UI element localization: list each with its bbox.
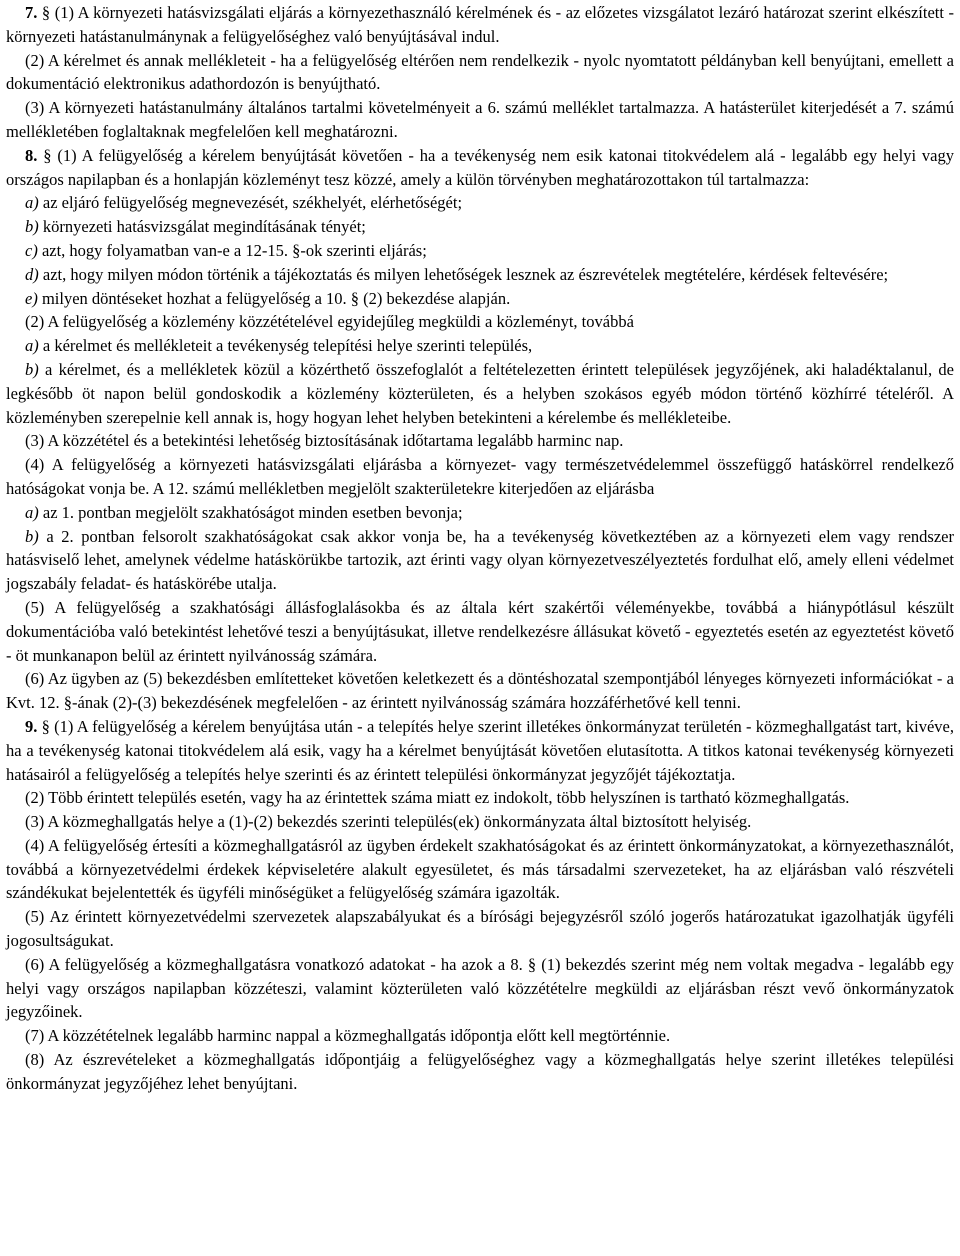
section-number: 8.	[25, 145, 38, 165]
section-paragraph	[6, 715, 954, 786]
list-marker: b)	[25, 526, 39, 546]
paragraph-text: milyen döntéseket hozhat a felügyelőség a 10. § (2) bekezdése alapján.	[37, 288, 511, 308]
list-item	[6, 525, 954, 596]
paragraph-text: (5) A felügyelőség a szakhatósági állásfoglalásokba és az általa kért szakértői véleményekbe, továbbá a hiánypótlásul készült dokumentációba való betekintést lehetővé teszi a benyújtásukat, illetve rendelkezésre állásukat követő - egyeztetés esetén az egyeztetést követő - öt munkanapon belül az érintett nyilvánosság számára.	[6, 597, 954, 665]
paragraph	[6, 834, 954, 905]
paragraph	[6, 786, 954, 810]
list-marker: d)	[25, 264, 39, 284]
paragraph-text: a 2. pontban felsorolt szakhatóságokat csak akkor vonja be, ha a tevékenység következtében az a környezeti elem vagy rendszer hatásviselő lehet, amelynek védelme hatáskörükbe tartozik, azt érinti vagy olyan környezetveszélyeztetés fordulhat elő, amely elleni védelmet jogszabály feladat- és hatáskörébe utalja.	[6, 526, 954, 594]
list-item	[6, 215, 954, 239]
paragraph-text: (4) A felügyelőség értesíti a közmeghallgatásról az ügyben érdekelt szakhatóságokat és az érintett önkormányzatokat, a környezethasználót, továbbá a környezetvédelmi érdekek képviseletére alakult egyesületet, és más társadalmi szervezeteket, ha az eljárásban való részvételi szándékukat bejelentették és ügyféli minőségüket a felügyelőség számára igazolták.	[6, 835, 954, 903]
list-marker: b)	[25, 359, 39, 379]
paragraph	[6, 596, 954, 667]
list-item	[6, 191, 954, 215]
paragraph-text: a kérelmet, és a mellékletek közül a közérthető összefoglalót a feltételezetten érintett települések jegyzőjének, aki haladéktalanul, de legkésőbb öt napon belül gondoskodik a közlemény közterületen, és a helyben szokásos egyéb módon történő közhírré tételéről. A közleményben szerepelnie kell annak is, hogy hogyan lehet helyben betekinteni a kérelembe és mellékleteibe.	[6, 359, 954, 427]
paragraph-text: azt, hogy folyamatban van-e a 12-15. §-ok szerinti eljárás;	[37, 240, 427, 260]
paragraph	[6, 49, 954, 97]
list-marker: a)	[25, 193, 39, 213]
paragraph-text: azt, hogy milyen módon történik a tájékoztatás és milyen lehetőségek lesznek az észrevételek megtételére, kérdések feltevésére;	[38, 264, 889, 284]
paragraph-text: (6) A felügyelőség a közmeghallgatásra vonatkozó adatokat - ha azok a 8. § (1) bekezdés szerint még nem voltak megadva - legalább egy helyi vagy országos napilapban közzéteszi, valamint közterületen való közzétételre megküldi az eljárásban részt vevő önkormányzatok jegyzőinek.	[6, 954, 954, 1022]
paragraph-text: (5) Az érintett környezetvédelmi szervezetek alapszabályukat és a bírósági bejegyzésről szóló jogerős határozatukat igazolhatják ügyféli jogosultságukat.	[6, 907, 954, 951]
section-number: 9.	[25, 716, 38, 736]
paragraph-text: az eljáró felügyelőség megnevezését, székhelyét, elérhetőségét;	[38, 193, 463, 213]
list-item	[6, 263, 954, 287]
paragraph-text: környezeti hatásvizsgálat megindításának tényét;	[38, 217, 366, 237]
list-marker: a)	[25, 336, 39, 356]
paragraph	[6, 905, 954, 953]
paragraph	[6, 96, 954, 144]
paragraph-text: (2) Több érintett település esetén, vagy ha az érintettek száma miatt ez indokolt, több helyszínen is tartható közmeghallgatás.	[25, 788, 850, 808]
paragraph-text: § (1) A környezeti hatásvizsgálati eljárás a környezethasználó kérelmének és - az előzetes vizsgálatot lezáró határozat szerint elkészített - környezeti hatástanulmánynak a felügyelőséghez való benyújtásával indul.	[6, 3, 954, 46]
paragraph-text: (3) A közmeghallgatás helye a (1)-(2) bekezdés szerinti település(ek) önkormányzata által biztosított helyiség.	[25, 812, 752, 832]
list-marker: a)	[25, 502, 39, 522]
paragraph	[6, 429, 954, 453]
paragraph-text: (3) A közzététel és a betekintési lehetőség biztosításának időtartama legalább harminc nap.	[25, 431, 624, 451]
paragraph-text: (2) A kérelmet és annak mellékleteit - ha a felügyelőség eltérően nem rendelkezik - nyolc nyomtatott példányban kell benyújtani, emellett a dokumentáció elektronikus adathordozón is benyújtható.	[6, 50, 954, 94]
list-marker: e)	[25, 288, 38, 308]
paragraph-text: § (1) A felügyelőség a kérelem benyújtása után - a telepítés helye szerint illetékes önkormányzat területén - közmeghallgatást tart, kivéve, ha a tevékenység katonai titokvédelem alá esik, vagy ha a kérelmet benyújtását követően elutasította. A titkos katonai tevékenység környezeti hatásairól a felügyelőség a telepítés helye szerinti és az érintett települési önkormányzat jegyzőjét tájékoztatja.	[6, 716, 954, 784]
paragraph-text: (2) A felügyelőség a közlemény közzétételével egyidejűleg megküldi a közleményt, továbbá	[25, 312, 634, 332]
paragraph	[6, 310, 954, 334]
paragraph	[6, 810, 954, 834]
list-item	[6, 287, 954, 311]
list-item	[6, 501, 954, 525]
list-item	[6, 358, 954, 429]
paragraph-text: § (1) A felügyelőség a kérelem benyújtását követően - ha a tevékenység nem esik katonai titokvédelem alá - legalább egy helyi vagy országos napilapban és a honlapján közleményt tesz közzé, amely a külön törvényben meghatározottakon túl tartalmazza:	[6, 145, 954, 189]
list-item	[6, 334, 954, 358]
list-item	[6, 239, 954, 263]
paragraph-text: (7) A közzétételnek legalább harminc nappal a közmeghallgatás időpontja előtt kell megtörténnie.	[25, 1026, 671, 1046]
paragraph-text: az 1. pontban megjelölt szakhatóságot minden esetben bevonja;	[38, 502, 463, 522]
paragraph	[6, 953, 954, 1024]
paragraph	[6, 1024, 954, 1048]
section-number: 7.	[25, 3, 38, 22]
paragraph-text: (4) A felügyelőség a környezeti hatásvizsgálati eljárásba a környezet- vagy természetvédelemmel összefüggő hatáskörrel rendelkező hatóságokat vonja be. A 12. számú mellékletben megjelölt szakterületekre kiterjedően az eljárásba	[6, 455, 954, 498]
paragraph-text: (8) Az észrevételeket a közmeghallgatás időpontjáig a felügyelőséghez vagy a közmeghallgatás helye szerint illetékes települési önkormányzat jegyzőjéhez lehet benyújtani.	[6, 1050, 954, 1093]
paragraph	[6, 453, 954, 501]
paragraph-text: (3) A környezeti hatástanulmány általános tartalmi követelményeit a 6. számú melléklet tartalmazza. A hatásterület kiterjedését a 7. számú mellékletében foglaltaknak megfelelően kell meghatározni.	[6, 98, 954, 141]
paragraph-text: (6) Az ügyben az (5) bekezdésben említetteket követően keletkezett és a döntéshozatal szempontjából lényeges környezeti információkat - a Kvt. 12. §-ának (2)-(3) bekezdésének megfelelően - az érintett nyilvánosság számára hozzáférhetővé kell tenni.	[6, 669, 954, 713]
list-marker: c)	[25, 240, 38, 260]
list-marker: b)	[25, 217, 39, 237]
section-paragraph	[6, 1, 954, 49]
section-paragraph	[6, 144, 954, 192]
paragraph	[6, 1048, 954, 1096]
paragraph-text: a kérelmet és mellékleteit a tevékenység telepítési helye szerinti település,	[38, 336, 533, 356]
paragraph	[6, 667, 954, 715]
